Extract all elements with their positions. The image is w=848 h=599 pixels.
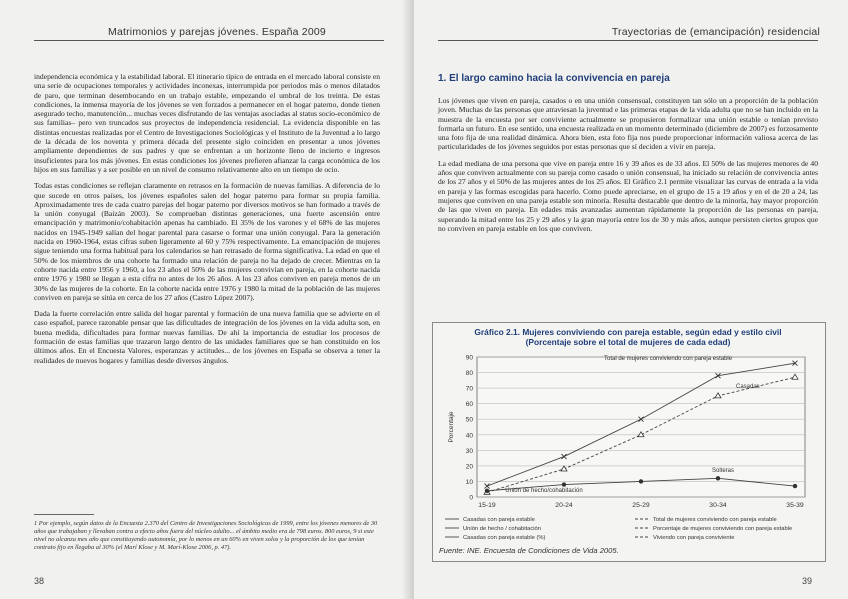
y-tick-label: 60 [465, 401, 473, 409]
figure-title-line2: (Porcentaje sobre el total de mujeres de cada edad) [525, 337, 731, 347]
data-point [793, 484, 797, 488]
figure-source: Fuente: INE. Encuesta de Condiciones de Vida 2005. [439, 546, 619, 555]
right-body-text [438, 96, 818, 240]
legend-label: Casadas con pareja estable (%) [463, 535, 546, 541]
plot-area [477, 357, 805, 497]
footnote: 1 Por ejemplo, según datos de la Encuesta 2.370 del Centro de Investigaciones Sociológicas de 1999, entre los jóvenes menores de 30 años que trabajaban y llevaban contra a efecto años fuera del núcleo adulto... el ámbito medio era de 798 euros. 800 euros, 9 si este nivel no alcanza mes año que constituyendo autonomía, por lo menos en un 60% en viven solos y la proporción de los que tenían contrato fijo en llegaba al 30% (el Marí Klose y M. Marí-Klose 2006, p. 47). [34, 520, 378, 551]
right-page [414, 0, 848, 599]
y-tick-label: 50 [465, 416, 473, 424]
left-running-head: Matrimonios y parejas jóvenes. España 2009 [108, 26, 326, 38]
y-tick-label: 0 [469, 494, 473, 502]
data-point [562, 482, 566, 486]
figure-box [432, 322, 826, 562]
y-tick-label: 90 [465, 354, 473, 362]
chart-annotation: Unión de hecho/cohabitación [505, 487, 583, 494]
x-tick-label: 25-29 [632, 502, 650, 509]
chart-annotation: Solteras [712, 468, 735, 475]
y-tick-label: 80 [465, 370, 473, 378]
section-title: 1. El largo camino hacia la convivencia en pareja [438, 73, 670, 84]
legend-label: Unión de hecho / cohabitación [463, 526, 541, 532]
page-number-right: 39 [801, 576, 812, 586]
legend-label: Porcentaje de mujeres conviviendo con pareja estable [653, 526, 793, 532]
header-rule [34, 40, 384, 41]
x-tick-label: 35-39 [786, 502, 804, 509]
left-page [0, 0, 414, 599]
footnote-rule [34, 514, 94, 515]
figure-title [443, 327, 813, 347]
left-body-text [34, 72, 380, 372]
legend-label: Viviendo con pareja conviviente [653, 535, 735, 541]
x-tick-label: 20-24 [555, 502, 573, 509]
figure-title-line1: Gráfico 2.1. Mujeres conviviendo con pareja estable, según edad y estilo civil [474, 327, 782, 337]
paragraph: independencia económica y la estabilidad laboral. El itinerario típico de entrada en el mercado laboral consiste en una serie de ocupaciones temporales y actividades inconexas, interrumpida por periodos más o menos dilatados de paro, que terminan desembocando en un trabajo estable, empezando el umbral de los treinta. De estas condiciones, la inmensa mayoría de los jóvenes se ven forzados a permanecer en el hogar paterno, donde tienen asegurado techo, manutención... muchas veces disfrutando de las ventajas asociadas al status socio-económico de sus familias– pero ven truncados sus proyectos de independencia residencial. La evidencia disponible en las distintas encuestas realizadas por el Centro de Investigaciones Sociológicas y el Instituto de la Juventud a lo largo de la década de los noventa y primera década del presente siglo coinciden en presentar a unos jóvenes ampliamente dependientes de sus padres y que se enfrentan a un horizonte lleno de incierto e ingresos insuficientes para los más jóvenes. En estas condiciones los jóvenes prefieren afianzar la carga económica de los hijos en sus familias y a ser posible en un nivel de consumo relativamente alto en un tiempo de ocio. [34, 72, 380, 174]
y-tick-label: 70 [465, 385, 473, 393]
y-tick-label: 20 [465, 463, 473, 471]
paragraph: Los jóvenes que viven en pareja, casados o en una unión consensual, constituyen tan sólo un a proporción de la población joven. Muchas de las personas que atraviesan la juventud e las primeras etapas de la vida adulta que no se han incluido en la muestra de la encuesta por ser conviviente actualmente se propusieron formalizar una unión estable o tenían previsto formarla un futuro. En ese sentido, una encuesta realizada en un momento determinado (diciembre de 2007) es forzosamente una foto fija de una realidad dinámica. Ahora bien, esta foto fija nos puede proporcionar información valiosa acerca de las particularidades de los jóvenes seguidos por estas personas que sí deciden a vivir en pareja. [438, 96, 818, 152]
legend-label: Casadas con pareja estable [463, 517, 535, 523]
y-axis-label: Porcentaje [448, 411, 455, 443]
page-number-left: 38 [34, 576, 45, 586]
x-tick-label: 30-34 [709, 502, 727, 509]
y-tick-label: 10 [465, 478, 473, 486]
legend-label: Total de mujeres conviviendo con pareja estable [653, 517, 777, 523]
chart-annotation: Casadas [736, 384, 760, 391]
paragraph: Todas estas condiciones se reflejan claramente en retrasos en la formación de nuevas familias. A diferencia de lo que sucede en otros países, los jóvenes españoles salen del hogar paterno para formar su propia familia. Aproximadamente tres de cada cuatro parejas del hogar paterno por diversos motivos se han formado a través de la unión conyugal (Baizán 2003). Se comprueban distintas generaciones, una fuerte ascensión entre emancipación y matrimonio/cohabitación apenas ha cambiado. El 35% de los varones y el 68% de las mujeres nacidos en 1945-1949 salían del hogar parental para casarse o formar una unión conyugal. Para la generación nacida en 1960-1964, estas cifras suben ligeramente al 60 y 75% respectivamente. La emancipación de mujeres sigue teniendo una forma habitual para los calendarios se han retrasado de forma significativa. La edad en que el 50% de los miembros de una cohorte ha formado una relación de pareja no ha dejado de crecer. Mientras en la cohorte nacida entre 1956 y 1960, a los 23 años el 50% de las mujeres convivían en pareja, en la cohorte nacida entre 1976 y 1980 se llegan a esta cifra no antes de los 26 años. A los 23 años conviven en pareja menos de un 30% de las mujeres de la cohorte. En la cohorte nacida entre 1976 y 1980 la mitad de la población de las mujeres conviven en pareja se sitúa en cerca de los 27 años (Castro López 2007). [34, 181, 380, 302]
x-tick-label: 15-19 [478, 502, 496, 509]
data-point [639, 479, 643, 483]
line-chart [433, 345, 825, 565]
right-running-head: Trayectorias de (emancipación) residencial [611, 26, 820, 38]
y-tick-label: 40 [465, 432, 473, 440]
data-point [716, 476, 720, 480]
y-tick-label: 30 [465, 447, 473, 455]
chart-annotation: Total de mujeres conviviendo con pareja estable [604, 356, 733, 363]
data-point [485, 489, 489, 493]
paragraph: Dada la fuerte correlación entre salida del hogar parental y formación de una nueva familia que se advierte en el caso español, parece razonable pensar que las dificultades de integración de los jóvenes en la vida adulta son, en buena medida, dificultades para formar nuevas familias. De ahí la importancia de estudiar los procesos de formación de estas familias que trazaron largo dentro de las unidades familiares que se han constituido en los últimos años. En el Encuesta Valores, esperanzas y actitudes... de los jóvenes en España se observa a tener la realidades de nuevos hogares y familias desde diversos ángulos. [34, 309, 380, 365]
header-rule [438, 40, 818, 41]
paragraph: La edad mediana de una persona que vive en pareja entre 16 y 39 años es de 33 años. El 50% de las mujeres menores de 40 años que conviven actualmente con su pareja como casado o unión consensual, ha iniciado su relación de convivencia antes de los 27 años y el 50% de las mujeres antes de los 25 años. El Gráfico 2.1 permite visualizar las curvas de entrada a la vida en pareja y las formas escogidas para hacerlo. Como puede apreciarse, en el grupo de 15 a 19 años y en el de 20 a 24, las mujeres que conviven en una pareja estable son minoría. Resulta destacable que dentro de la minoría, hay mayor proporción de las que viven en pareja. En edades más avanzadas aumentan rápidamente la proporción de las personas en pareja, superando la mitad entre los 25 y 29 años y la gran mayoría entre los de 30 y más años, aunque persisten ciertos grupos que no conviven en pareja estable en los que conviven. [438, 158, 818, 233]
